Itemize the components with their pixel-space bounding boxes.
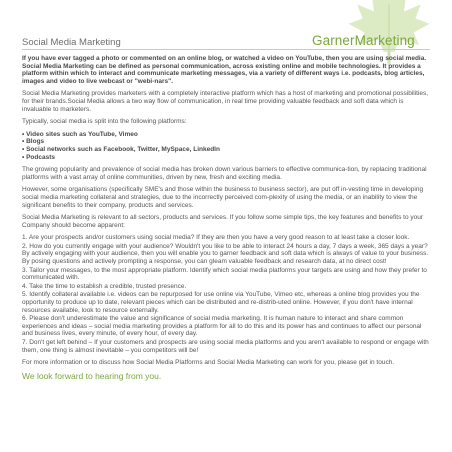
list-item: • Blogs	[22, 138, 430, 146]
paragraph: Social Media Marketing is relevant to all sectors, products and services. If you follow some simple tips, the key features and benefits to your Company should become apparent:	[22, 214, 424, 229]
closing-line: We look forward to hearing from you.	[22, 370, 162, 381]
paragraph: Social Media Marketing provides marketers with a completely interactive platform which has a host of marketing and promotional possibilities, for their brands.Social Media allows a two way flow of communication, in real time providing valuable feedback and soft data which is invaluable to marketers.	[22, 90, 429, 113]
list-item: • Video sites such as YouTube, Vimeo	[22, 131, 430, 139]
brand-logo-text: GarnerMarketing	[312, 33, 415, 48]
intro-paragraph: If you have ever tagged a photo or commented on an online blog, or watched a video on YouTube, then you are using social media. Social Media Marketing can be defined as personal communication, across existing online and mobile technologies. It provides a platform within which to interact and communicate marketing messages, via a variety of different ways i.e. podcasts, blog articles, images and video to live webcast or "webi-nars".	[22, 55, 427, 85]
page-title: Social Media Marketing	[22, 37, 121, 48]
tip-item: 7. Don't get left behind – If your customers and prospects are using social media platforms and you aren't available to respond or engage with them, one thing is almost inevitable – you competitors will be!	[22, 339, 429, 354]
platforms-lead: Typically, social media is split into the following platforms:	[22, 118, 187, 126]
tips-list	[22, 234, 430, 354]
tip-item: 3. Tailor your messages, to the most appropriate platform. Identify which social media platforms your targets are using and how they prefer to communicated with.	[22, 266, 427, 282]
tip-item: 2. How do you currently engage with your audience? Wouldn't you like to be able to interact 24 hours a day, 7 days a week, 365 days a year? By actively engaging with your audience, then you will enable you to garner feedback and soft data which is always of value to your business. By posing questions and actively prompting a response, you can gleam valuable feedback and research data, at no direct cost!	[22, 242, 429, 266]
document-body	[22, 55, 430, 380]
contact-paragraph: For more information or to discuss how Social Media Platforms and Social Media Marketing can work for you, please get in touch.	[22, 359, 395, 367]
tip-item: 1. Are your prospects and/or customers using social media? If they are then you have a very good reason to at least take a closer look.	[22, 234, 410, 242]
tip-item: 6. Please don't underestimate the value and significance of social media marketing. It is human nature to interact and share common experiences and ideas – social media marketing provides a platform for all to do this and its power has and continues to affect our personal and business lives, every minute, of every hour, of every day.	[22, 315, 422, 338]
paragraph: The growing popularity and prevalence of social media has broken down various barriers to effective communica-tion, by replacing traditional platforms with a vast array of online communities, driven by new, fresh and exciting media.	[22, 166, 427, 181]
list-item: • Podcasts	[22, 154, 430, 162]
tip-item: 4. Take the time to establish a credible, trusted presence.	[22, 282, 187, 290]
header-divider	[22, 49, 430, 50]
tip-item: 5. Identify collateral available i.e. videos can be repurposed for use online via YouTube, Vimeo etc, whereas a online blog provides you the opportunity to produce up to date, relevant pieces which can be distributed and re-distrib-uted online. However, if you don't have internal resources available, look to resource externally.	[22, 291, 420, 314]
platforms-list	[22, 131, 430, 161]
paragraph: However, some organisations (specifically SME's and those within the business to business sector), are put off in-vesting time in developing social media marketing collateral and strategies, due to the incorrectly perceived com-plexity of using the media, or an inability to view the significant benefits to their company, products and services.	[22, 186, 424, 209]
list-item: • Social networks such as Facebook, Twitter, MySpace, LinkedIn	[22, 146, 430, 154]
